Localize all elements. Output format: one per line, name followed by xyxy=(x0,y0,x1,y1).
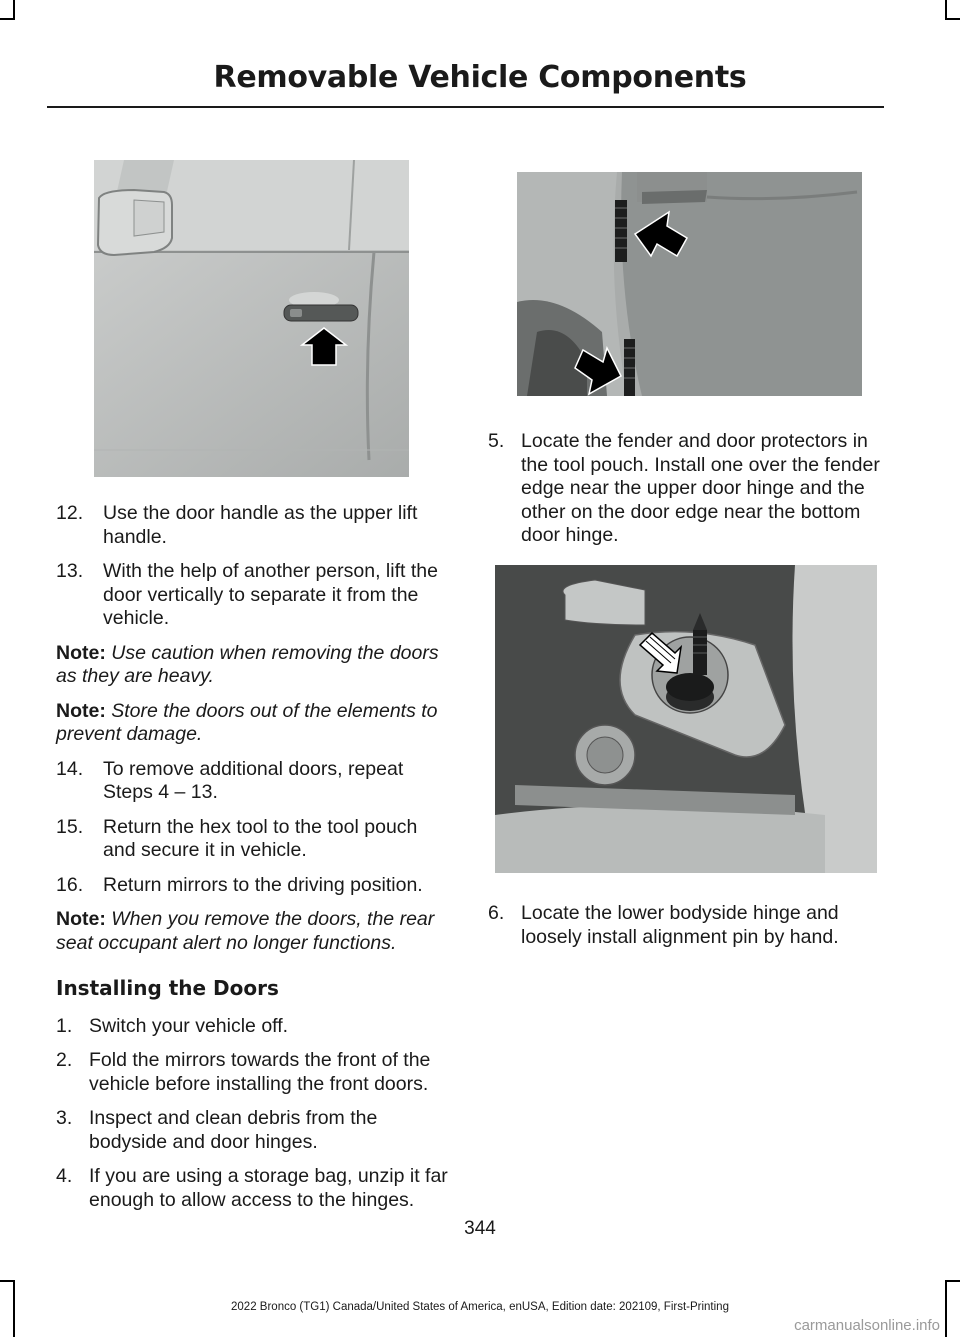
crop-mark-bottom-right-h xyxy=(945,1280,960,1282)
step-text: Return the hex tool to the tool pouch and secure it in vehicle. xyxy=(103,815,418,861)
step-number: 2. xyxy=(56,1049,73,1071)
step-number: 15. xyxy=(56,815,84,838)
step-number: 6. xyxy=(488,902,505,924)
step-text: If you are using a storage bag, unzip it far enough to allow access to the hinges. xyxy=(89,1165,448,1211)
step-text: To remove additional doors, repeat Steps 4 – 13. xyxy=(103,757,404,803)
step-number: 3. xyxy=(56,1107,73,1129)
install-step-5 xyxy=(488,430,882,548)
note-text: When you remove the doors, the rear seat occupant alert no longer functions. xyxy=(56,908,435,954)
step-16 xyxy=(56,874,448,898)
step-15 xyxy=(56,816,448,863)
note-label: Note: xyxy=(56,641,106,664)
step-number: 13. xyxy=(56,560,84,582)
page-title: Removable Vehicle Components xyxy=(213,60,747,95)
section-heading-installing-doors: Installing the Doors xyxy=(56,976,279,1000)
step-number: 14. xyxy=(56,757,84,780)
figure-hinge-alignment-pin xyxy=(495,565,877,873)
note-label: Note: xyxy=(56,699,106,722)
crop-mark-top-right-h xyxy=(945,18,960,20)
right-column-step-6 xyxy=(488,902,882,960)
step-number: 12. xyxy=(56,502,84,524)
crop-mark-top-left-v xyxy=(13,0,15,18)
step-text: With the help of another person, lift the door vertically to separate it from the vehicle. xyxy=(103,560,438,629)
note-store-doors xyxy=(56,700,448,747)
crop-mark-bottom-left-h xyxy=(0,1280,15,1282)
page-number: 344 xyxy=(464,1218,496,1239)
left-column xyxy=(56,502,448,1223)
step-text: Locate the fender and door protectors in the tool pouch. Install one over the fender edge near the upper door hinge and the other on the door edge near the bottom door hinge. xyxy=(521,430,880,546)
step-14 xyxy=(56,758,448,805)
install-step-1 xyxy=(56,1015,448,1039)
install-step-3 xyxy=(56,1107,448,1154)
step-number: 5. xyxy=(488,430,505,452)
install-step-6 xyxy=(488,902,882,949)
watermark: carmanualsonline.info xyxy=(794,1317,940,1334)
note-text: Use caution when removing the doors as they are heavy. xyxy=(56,641,439,687)
step-text: Return mirrors to the driving position. xyxy=(103,873,423,896)
step-text: Fold the mirrors towards the front of the vehicle before installing the front doors. xyxy=(89,1049,431,1095)
figure-door-handle xyxy=(94,160,409,477)
crop-mark-top-right-v xyxy=(945,0,947,18)
step-number: 1. xyxy=(56,1014,73,1037)
step-number: 4. xyxy=(56,1165,73,1187)
step-text: Switch your vehicle off. xyxy=(89,1014,289,1037)
step-12 xyxy=(56,502,448,549)
install-step-2 xyxy=(56,1049,448,1096)
edition-footer: 2022 Bronco (TG1) Canada/United States of America, enUSA, Edition date: 202109, First-Printing xyxy=(231,1301,729,1313)
step-number: 16. xyxy=(56,873,84,896)
crop-mark-top-left-h xyxy=(0,18,15,20)
step-text: Locate the lower bodyside hinge and loosely install alignment pin by hand. xyxy=(521,902,839,948)
note-text: Store the doors out of the elements to prevent damage. xyxy=(56,699,438,745)
install-step-4 xyxy=(56,1165,448,1212)
right-column-step-5 xyxy=(488,430,882,559)
title-rule xyxy=(47,106,884,108)
step-text: Use the door handle as the upper lift handle. xyxy=(103,502,418,548)
note-heavy-doors xyxy=(56,642,448,689)
step-13 xyxy=(56,560,448,631)
figure-door-protectors xyxy=(517,172,862,396)
note-seat-alert xyxy=(56,908,448,955)
note-label: Note: xyxy=(56,908,106,930)
step-text: Inspect and clean debris from the bodyside and door hinges. xyxy=(89,1107,378,1153)
